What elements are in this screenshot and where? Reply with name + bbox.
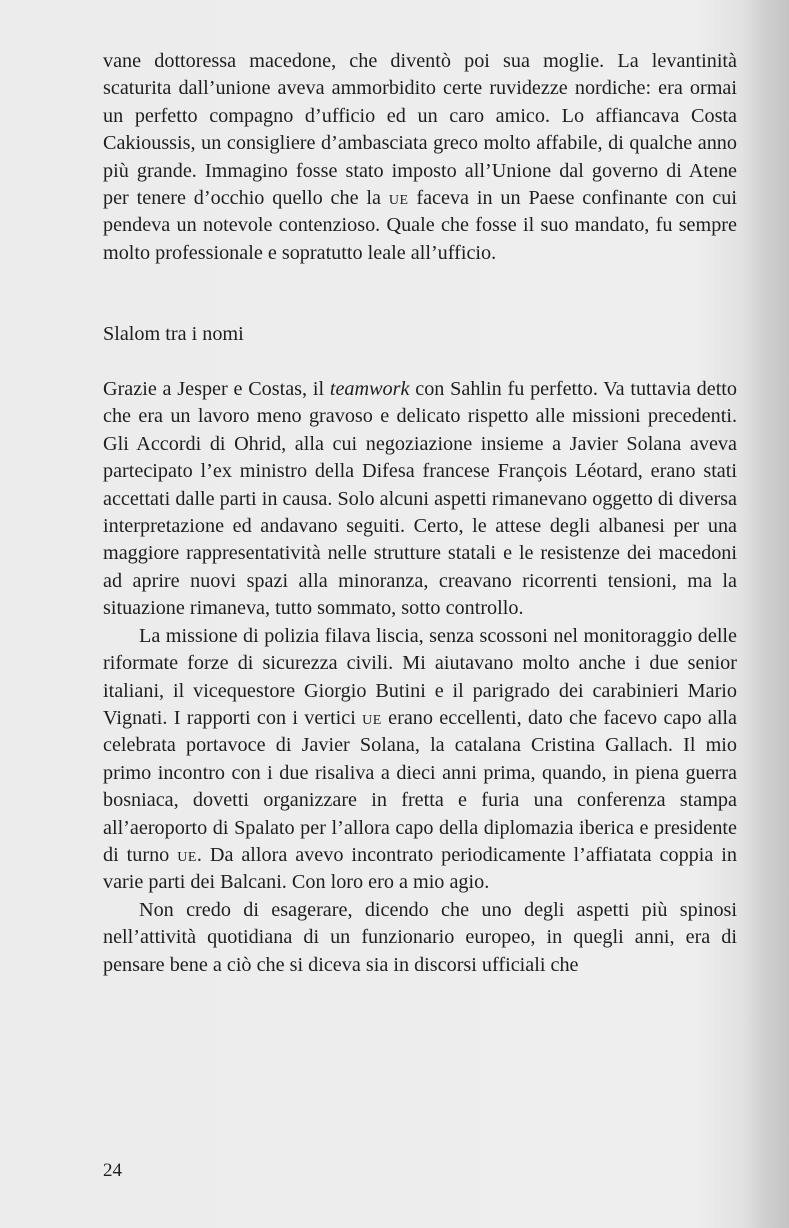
- abbreviation-ue: ue: [362, 706, 382, 729]
- page-number: 24: [103, 1160, 122, 1181]
- paragraph: [103, 376, 737, 623]
- paragraph: [103, 48, 737, 267]
- paragraph-text: Grazie a Jesper e Costas, il: [103, 378, 330, 401]
- paragraph-text: . Da allora avevo incontrato periodicamente l’affiatata coppia in varie parti dei Balcani. Con loro ero a mio agio.: [103, 843, 737, 894]
- section-spacer: [103, 267, 737, 321]
- abbreviation-ue: ue: [177, 843, 197, 866]
- body-text: [103, 48, 737, 979]
- section-spacer: [103, 349, 737, 376]
- paragraph-text: La missione di polizia filava liscia, senza scossoni nel monitoraggio delle riformate forze di sicurezza civili. Mi aiutavano molto anche i due senior italiani, il vicequestore Giorgio Butini e il parigrado dei carabinieri Mario Vignati. I rapporti con i vertici: [103, 624, 737, 729]
- abbreviation-ue: ue: [388, 187, 409, 210]
- section-heading: Slalom tra i nomi: [103, 323, 244, 346]
- paragraph-text: vane dottoressa macedone, che diventò poi sua moglie. La levantinità scaturita dall’unione aveva ammorbidito certe ruvidezze nordiche: era ormai un perfetto compagno d’ufficio ed un caro amico. Lo affiancava Costa Cakioussis, un consigliere d’ambasciata greco molto affabile, di qualche anno più grande. Immagino fosse stato imposto all’Unione dal governo di Atene per tenere d’occhio quello che la: [103, 50, 737, 210]
- emphasis-text: teamwork: [329, 378, 410, 401]
- paragraph-text: erano eccellenti, dato che facevo capo alla celebrata portavoce di Javier Solana, la catalana Cristina Gallach. Il mio primo incontro con i due risaliva a dieci anni prima, quando, in piena guerra bosniaca, dovetti organizzare in fretta e furia una conferenza stampa all’aeroporto di Spalato per l’allora capo della diplomazia iberica e presidente di turno: [103, 706, 737, 866]
- paragraph: [103, 623, 737, 897]
- paragraph-text: con Sahlin fu perfetto. Va tuttavia detto che era un lavoro meno gravoso e delicato rispetto alle missioni precedenti. Gli Accordi di Ohrid, alla cui negoziazione insieme a Javier Solana aveva partecipato l’ex ministro della Difesa francese François Léotard, erano stati accettati dalle parti in causa. Solo alcuni aspetti rimanevano oggetto di diversa interpretazione ed andavano seguiti. Certo, le attese degli albanesi per una maggiore rappresentatività nelle strutture statali e le resistenze dei macedoni ad aprire nuovi spazi alla minoranza, creavano ricorrenti tensioni, ma la situazione rimaneva, tutto sommato, sotto controllo.: [103, 378, 738, 620]
- paragraph-text: faceva in un Paese confinante con cui pendeva un notevole contenzioso. Quale che fosse il suo mandato, fu sempre molto professionale e sopratutto leale all’ufficio.: [103, 187, 737, 264]
- paragraph: Non credo di esagerare, dicendo che uno degli aspetti più spinosi nell’attività quotidiana di un funzionario europeo, in quegli anni, era di pensare bene a ciò che si diceva sia in discorsi ufficiali che: [103, 898, 737, 976]
